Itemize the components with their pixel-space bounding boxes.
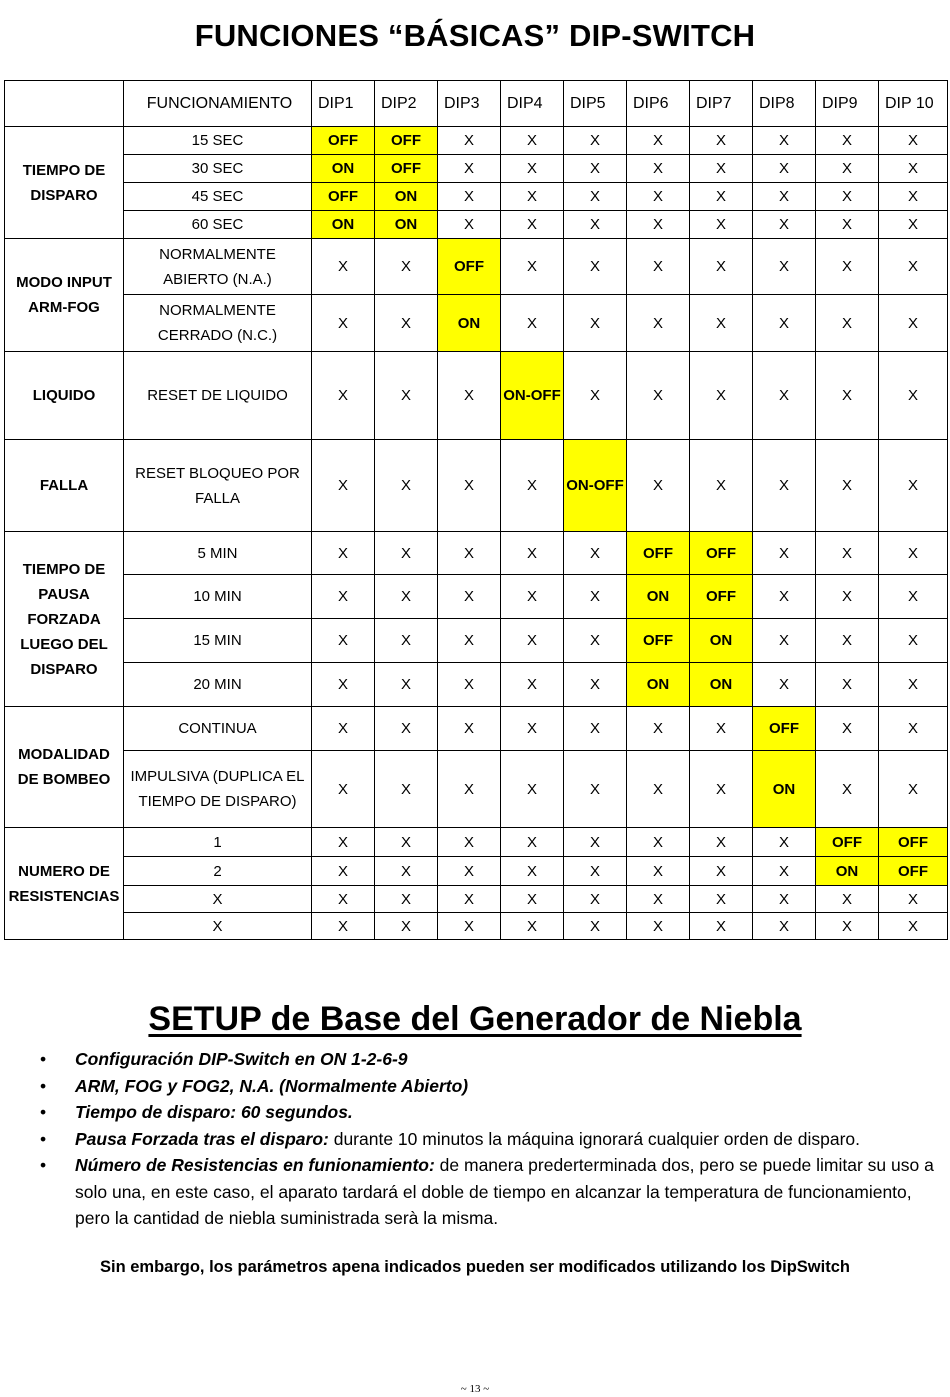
table-row bbox=[5, 751, 948, 828]
dip-setting-cell: X bbox=[501, 913, 564, 940]
dip-setting-cell: X bbox=[816, 707, 879, 751]
table-row bbox=[5, 127, 948, 155]
dip-setting-cell: X bbox=[564, 127, 627, 155]
dip-setting-cell: X bbox=[501, 239, 564, 295]
dip-setting-cell: X bbox=[627, 828, 690, 857]
dip-setting-cell: X bbox=[564, 183, 627, 211]
dip-setting-cell: X bbox=[816, 619, 879, 663]
dip-setting-cell: X bbox=[627, 239, 690, 295]
dip-setting-cell: X bbox=[501, 295, 564, 352]
function-label: RESET BLOQUEO POR FALLA bbox=[124, 440, 312, 532]
dip-setting-cell: X bbox=[501, 663, 564, 707]
dip-setting-cell: X bbox=[564, 352, 627, 440]
dip-setting-cell: X bbox=[753, 352, 816, 440]
bullet-icon: • bbox=[40, 1128, 47, 1149]
dip-setting-cell: X bbox=[627, 295, 690, 352]
dip-setting-cell: X bbox=[690, 707, 753, 751]
function-label: 15 MIN bbox=[124, 619, 312, 663]
dip-setting-cell: OFF bbox=[627, 619, 690, 663]
header-corner bbox=[5, 81, 124, 127]
dip-setting-cell: X bbox=[816, 663, 879, 707]
dip-setting-cell: X bbox=[564, 211, 627, 239]
table-row bbox=[5, 828, 948, 857]
dip-setting-cell: X bbox=[627, 857, 690, 886]
dip-setting-cell: X bbox=[879, 532, 948, 575]
dip-setting-cell: X bbox=[816, 532, 879, 575]
dip-setting-cell: OFF bbox=[879, 828, 948, 857]
dip-setting-cell: X bbox=[879, 707, 948, 751]
dip-setting-cell: X bbox=[816, 127, 879, 155]
dip-setting-cell: X bbox=[879, 183, 948, 211]
table-row bbox=[5, 155, 948, 183]
dip-setting-cell: X bbox=[690, 913, 753, 940]
page-number: ~ 13 ~ bbox=[460, 1383, 490, 1395]
dip-setting-cell: X bbox=[627, 183, 690, 211]
dip-setting-cell: ON bbox=[312, 211, 375, 239]
dip-setting-cell: ON-OFF bbox=[501, 352, 564, 440]
dip-setting-cell: OFF bbox=[690, 575, 753, 619]
group-label: NUMERO DE RESISTENCIAS bbox=[5, 828, 124, 940]
dip-setting-cell: ON bbox=[627, 575, 690, 619]
dip-setting-cell: X bbox=[375, 619, 438, 663]
dip-setting-cell: X bbox=[753, 183, 816, 211]
dip-setting-cell: X bbox=[816, 211, 879, 239]
dip-setting-cell: X bbox=[816, 239, 879, 295]
dip-setting-cell: X bbox=[564, 155, 627, 183]
dip-setting-cell: X bbox=[438, 619, 501, 663]
dip-setting-cell: X bbox=[312, 886, 375, 913]
bullet-icon: • bbox=[40, 1075, 47, 1096]
dip-setting-cell: X bbox=[438, 352, 501, 440]
function-label: X bbox=[124, 886, 312, 913]
column-header: DIP9 bbox=[816, 81, 879, 127]
column-header: DIP8 bbox=[753, 81, 816, 127]
dip-setting-cell: X bbox=[627, 440, 690, 532]
page-title: FUNCIONES “BÁSICAS” DIP-SWITCH bbox=[194, 18, 756, 53]
dip-setting-cell: X bbox=[753, 532, 816, 575]
dip-setting-cell: X bbox=[627, 352, 690, 440]
dip-setting-cell: X bbox=[312, 352, 375, 440]
dip-setting-cell: X bbox=[753, 857, 816, 886]
dip-setting-cell: X bbox=[690, 295, 753, 352]
group-label: MODO INPUT ARM-FOG bbox=[5, 239, 124, 352]
dip-setting-cell: X bbox=[375, 352, 438, 440]
table-row bbox=[5, 352, 948, 440]
dip-setting-cell: X bbox=[501, 183, 564, 211]
function-label: 1 bbox=[124, 828, 312, 857]
dip-setting-cell: X bbox=[375, 913, 438, 940]
dip-setting-cell: X bbox=[438, 707, 501, 751]
dip-setting-cell: X bbox=[627, 886, 690, 913]
dip-setting-cell: X bbox=[438, 663, 501, 707]
dip-setting-cell: X bbox=[501, 619, 564, 663]
table-row bbox=[5, 707, 948, 751]
dip-setting-cell: X bbox=[375, 886, 438, 913]
dip-setting-cell: OFF bbox=[438, 239, 501, 295]
dip-setting-cell: X bbox=[816, 440, 879, 532]
dip-setting-cell: OFF bbox=[627, 532, 690, 575]
dip-setting-cell: ON bbox=[690, 663, 753, 707]
column-header: DIP7 bbox=[690, 81, 753, 127]
group-label: MODALIDAD DE BOMBEO bbox=[5, 707, 124, 828]
setup-item bbox=[40, 1126, 940, 1153]
dip-setting-cell: X bbox=[438, 532, 501, 575]
dip-setting-cell: X bbox=[438, 155, 501, 183]
function-label: 30 SEC bbox=[124, 155, 312, 183]
setup-item-label: Tiempo de disparo: 60 segundos. bbox=[75, 1102, 353, 1122]
dip-setting-cell: X bbox=[501, 211, 564, 239]
dip-setting-cell: X bbox=[375, 857, 438, 886]
dip-setting-cell: ON-OFF bbox=[564, 440, 627, 532]
dip-setting-cell: ON bbox=[438, 295, 501, 352]
table-row bbox=[5, 295, 948, 352]
dip-setting-cell: X bbox=[627, 913, 690, 940]
setup-title: SETUP de Base del Generador de Niebla bbox=[148, 1000, 802, 1038]
dip-setting-cell: X bbox=[501, 886, 564, 913]
dip-setting-cell: X bbox=[627, 211, 690, 239]
dip-setting-cell: X bbox=[753, 239, 816, 295]
dip-setting-cell: X bbox=[312, 751, 375, 828]
dip-setting-cell: X bbox=[690, 828, 753, 857]
dip-setting-cell: X bbox=[879, 619, 948, 663]
dip-setting-cell: X bbox=[690, 352, 753, 440]
column-header: DIP 10 bbox=[879, 81, 948, 127]
table-row bbox=[5, 857, 948, 886]
dip-setting-cell: X bbox=[816, 913, 879, 940]
column-header: DIP5 bbox=[564, 81, 627, 127]
table-row bbox=[5, 913, 948, 940]
dip-setting-cell: X bbox=[816, 295, 879, 352]
dip-setting-cell: X bbox=[438, 127, 501, 155]
setup-item-text: de manera prederterminada dos, pero se puede limitar su uso a solo una, en este caso, el aparato tardará el doble de tiempo en alcanzar la temperatura de funcionamiento, pero la cantidad de niebla suministrada serà la misma. bbox=[75, 1155, 934, 1228]
dip-setting-cell: ON bbox=[375, 183, 438, 211]
dip-setting-cell: X bbox=[312, 295, 375, 352]
dip-setting-cell: X bbox=[690, 440, 753, 532]
dip-setting-cell: X bbox=[501, 828, 564, 857]
dip-setting-cell: X bbox=[879, 913, 948, 940]
dip-setting-cell: X bbox=[438, 886, 501, 913]
dip-setting-cell: X bbox=[501, 532, 564, 575]
dip-setting-cell: X bbox=[753, 828, 816, 857]
dip-setting-cell: ON bbox=[312, 155, 375, 183]
function-label: 60 SEC bbox=[124, 211, 312, 239]
dip-setting-cell: X bbox=[438, 913, 501, 940]
function-label: 10 MIN bbox=[124, 575, 312, 619]
bullet-icon: • bbox=[40, 1102, 47, 1122]
dip-switch-table bbox=[4, 80, 948, 940]
dip-setting-cell: ON bbox=[375, 211, 438, 239]
dip-setting-cell: X bbox=[375, 751, 438, 828]
note-text: Sin embargo, los parámetros apena indicados pueden ser modificados utilizando los DipSwitch bbox=[100, 1258, 850, 1276]
setup-item-label: Configuración DIP-Switch en ON 1-2-6-9 bbox=[75, 1049, 408, 1069]
function-label: 15 SEC bbox=[124, 127, 312, 155]
column-header: DIP4 bbox=[501, 81, 564, 127]
dip-setting-cell: X bbox=[879, 239, 948, 295]
column-header: DIP3 bbox=[438, 81, 501, 127]
dip-setting-cell: X bbox=[501, 127, 564, 155]
dip-setting-cell: X bbox=[816, 751, 879, 828]
dip-setting-cell: X bbox=[690, 239, 753, 295]
dip-setting-cell: X bbox=[564, 828, 627, 857]
setup-item bbox=[40, 1152, 940, 1232]
dip-setting-cell: X bbox=[312, 239, 375, 295]
dip-setting-cell: X bbox=[816, 886, 879, 913]
table-row bbox=[5, 575, 948, 619]
dip-setting-cell: OFF bbox=[375, 127, 438, 155]
function-label: IMPULSIVA (DUPLICA EL TIEMPO DE DISPARO) bbox=[124, 751, 312, 828]
dip-setting-cell: X bbox=[816, 183, 879, 211]
dip-setting-cell: X bbox=[564, 913, 627, 940]
bullet-icon: • bbox=[40, 1155, 47, 1175]
dip-setting-cell: OFF bbox=[375, 155, 438, 183]
dip-setting-cell: X bbox=[438, 751, 501, 828]
dip-setting-cell: X bbox=[312, 913, 375, 940]
bullet-icon: • bbox=[40, 1049, 47, 1069]
dip-setting-cell: X bbox=[879, 211, 948, 239]
dip-setting-cell: ON bbox=[816, 857, 879, 886]
function-label: 45 SEC bbox=[124, 183, 312, 211]
setup-item-text: durante 10 minutos la máquina ignorará cualquier orden de disparo. bbox=[328, 1128, 861, 1149]
function-label: 2 bbox=[124, 857, 312, 886]
dip-setting-cell: X bbox=[690, 155, 753, 183]
dip-setting-cell: X bbox=[816, 155, 879, 183]
setup-item bbox=[40, 1073, 940, 1100]
dip-setting-cell: X bbox=[438, 211, 501, 239]
dip-setting-cell: X bbox=[312, 857, 375, 886]
group-label: TIEMPO DE DISPARO bbox=[5, 127, 124, 239]
column-header: DIP1 bbox=[312, 81, 375, 127]
function-label: X bbox=[124, 913, 312, 940]
dip-setting-cell: X bbox=[375, 828, 438, 857]
dip-setting-cell: X bbox=[438, 575, 501, 619]
dip-setting-cell: X bbox=[753, 440, 816, 532]
dip-setting-cell: X bbox=[627, 155, 690, 183]
table-row bbox=[5, 211, 948, 239]
dip-setting-cell: X bbox=[438, 440, 501, 532]
dip-setting-cell: OFF bbox=[753, 707, 816, 751]
function-label: RESET DE LIQUIDO bbox=[124, 352, 312, 440]
dip-setting-cell: X bbox=[312, 440, 375, 532]
dip-setting-cell: X bbox=[816, 352, 879, 440]
dip-setting-cell: OFF bbox=[816, 828, 879, 857]
dip-setting-cell: X bbox=[753, 619, 816, 663]
dip-setting-cell: X bbox=[690, 857, 753, 886]
dip-setting-cell: X bbox=[564, 239, 627, 295]
dip-setting-cell: X bbox=[375, 532, 438, 575]
dip-setting-cell: X bbox=[501, 440, 564, 532]
dip-setting-cell: X bbox=[753, 295, 816, 352]
table-row bbox=[5, 619, 948, 663]
table-row bbox=[5, 532, 948, 575]
dip-setting-cell: X bbox=[564, 532, 627, 575]
setup-item bbox=[40, 1046, 940, 1073]
dip-setting-cell: X bbox=[879, 352, 948, 440]
dip-setting-cell: X bbox=[438, 857, 501, 886]
dip-setting-cell: X bbox=[753, 211, 816, 239]
dip-setting-cell: X bbox=[879, 295, 948, 352]
dip-setting-cell: X bbox=[312, 575, 375, 619]
dip-setting-cell: OFF bbox=[690, 532, 753, 575]
dip-setting-cell: X bbox=[564, 295, 627, 352]
group-label: LIQUIDO bbox=[5, 352, 124, 440]
setup-list bbox=[40, 1046, 940, 1232]
dip-setting-cell: X bbox=[312, 619, 375, 663]
table-row bbox=[5, 183, 948, 211]
dip-setting-cell: X bbox=[501, 155, 564, 183]
dip-setting-cell: X bbox=[753, 575, 816, 619]
column-header: FUNCIONAMIENTO bbox=[124, 81, 312, 127]
dip-setting-cell: X bbox=[564, 751, 627, 828]
dip-setting-cell: X bbox=[879, 575, 948, 619]
dip-setting-cell: X bbox=[690, 751, 753, 828]
dip-setting-cell: X bbox=[375, 663, 438, 707]
setup-item-label: Número de Resistencias en funionamiento: bbox=[75, 1155, 435, 1175]
dip-setting-cell: X bbox=[375, 440, 438, 532]
column-header: DIP2 bbox=[375, 81, 438, 127]
dip-setting-cell: X bbox=[312, 532, 375, 575]
dip-setting-cell: X bbox=[312, 707, 375, 751]
dip-setting-cell: X bbox=[501, 575, 564, 619]
setup-item-label: Pausa Forzada tras el disparo: bbox=[75, 1128, 329, 1149]
column-header: DIP6 bbox=[627, 81, 690, 127]
dip-setting-cell: X bbox=[753, 663, 816, 707]
setup-item bbox=[40, 1099, 940, 1126]
dip-setting-cell: X bbox=[564, 857, 627, 886]
dip-setting-cell: X bbox=[690, 886, 753, 913]
dip-setting-cell: X bbox=[753, 155, 816, 183]
dip-setting-cell: X bbox=[690, 183, 753, 211]
setup-item-label: ARM, FOG y FOG2, N.A. (Normalmente Abierto) bbox=[75, 1075, 469, 1096]
table-row bbox=[5, 440, 948, 532]
function-label: NORMALMENTE CERRADO (N.C.) bbox=[124, 295, 312, 352]
function-label: 5 MIN bbox=[124, 532, 312, 575]
dip-setting-cell: X bbox=[627, 751, 690, 828]
dip-setting-cell: OFF bbox=[879, 857, 948, 886]
dip-setting-cell: ON bbox=[690, 619, 753, 663]
dip-setting-cell: X bbox=[753, 886, 816, 913]
dip-setting-cell: X bbox=[564, 886, 627, 913]
dip-setting-cell: X bbox=[375, 239, 438, 295]
dip-setting-cell: X bbox=[816, 575, 879, 619]
dip-setting-cell: ON bbox=[627, 663, 690, 707]
function-label: 20 MIN bbox=[124, 663, 312, 707]
dip-setting-cell: X bbox=[501, 857, 564, 886]
dip-setting-cell: X bbox=[753, 913, 816, 940]
dip-setting-cell: X bbox=[879, 440, 948, 532]
dip-setting-cell: X bbox=[375, 575, 438, 619]
dip-setting-cell: X bbox=[438, 828, 501, 857]
dip-setting-cell: X bbox=[879, 663, 948, 707]
dip-setting-cell: X bbox=[501, 707, 564, 751]
header-row bbox=[5, 81, 948, 127]
dip-setting-cell: X bbox=[501, 751, 564, 828]
dip-setting-cell: ON bbox=[753, 751, 816, 828]
dip-setting-cell: X bbox=[564, 575, 627, 619]
group-label: TIEMPO DE PAUSA FORZADA LUEGO DEL DISPARO bbox=[5, 532, 124, 707]
dip-setting-cell: X bbox=[879, 155, 948, 183]
dip-setting-cell: X bbox=[375, 707, 438, 751]
dip-setting-cell: X bbox=[564, 619, 627, 663]
dip-setting-cell: X bbox=[375, 295, 438, 352]
dip-setting-cell: X bbox=[312, 663, 375, 707]
table-row bbox=[5, 886, 948, 913]
function-label: NORMALMENTE ABIERTO (N.A.) bbox=[124, 239, 312, 295]
dip-setting-cell: X bbox=[879, 751, 948, 828]
group-label: FALLA bbox=[5, 440, 124, 532]
dip-setting-cell: X bbox=[564, 663, 627, 707]
dip-setting-cell: X bbox=[753, 127, 816, 155]
dip-setting-cell: OFF bbox=[312, 183, 375, 211]
dip-setting-cell: X bbox=[690, 127, 753, 155]
function-label: CONTINUA bbox=[124, 707, 312, 751]
dip-setting-cell: X bbox=[627, 707, 690, 751]
dip-setting-cell: X bbox=[627, 127, 690, 155]
dip-setting-cell: X bbox=[879, 127, 948, 155]
table-row bbox=[5, 663, 948, 707]
dip-setting-cell: OFF bbox=[312, 127, 375, 155]
dip-setting-cell: X bbox=[438, 183, 501, 211]
dip-setting-cell: X bbox=[879, 886, 948, 913]
table-row bbox=[5, 239, 948, 295]
dip-setting-cell: X bbox=[312, 828, 375, 857]
dip-setting-cell: X bbox=[690, 211, 753, 239]
dip-setting-cell: X bbox=[564, 707, 627, 751]
